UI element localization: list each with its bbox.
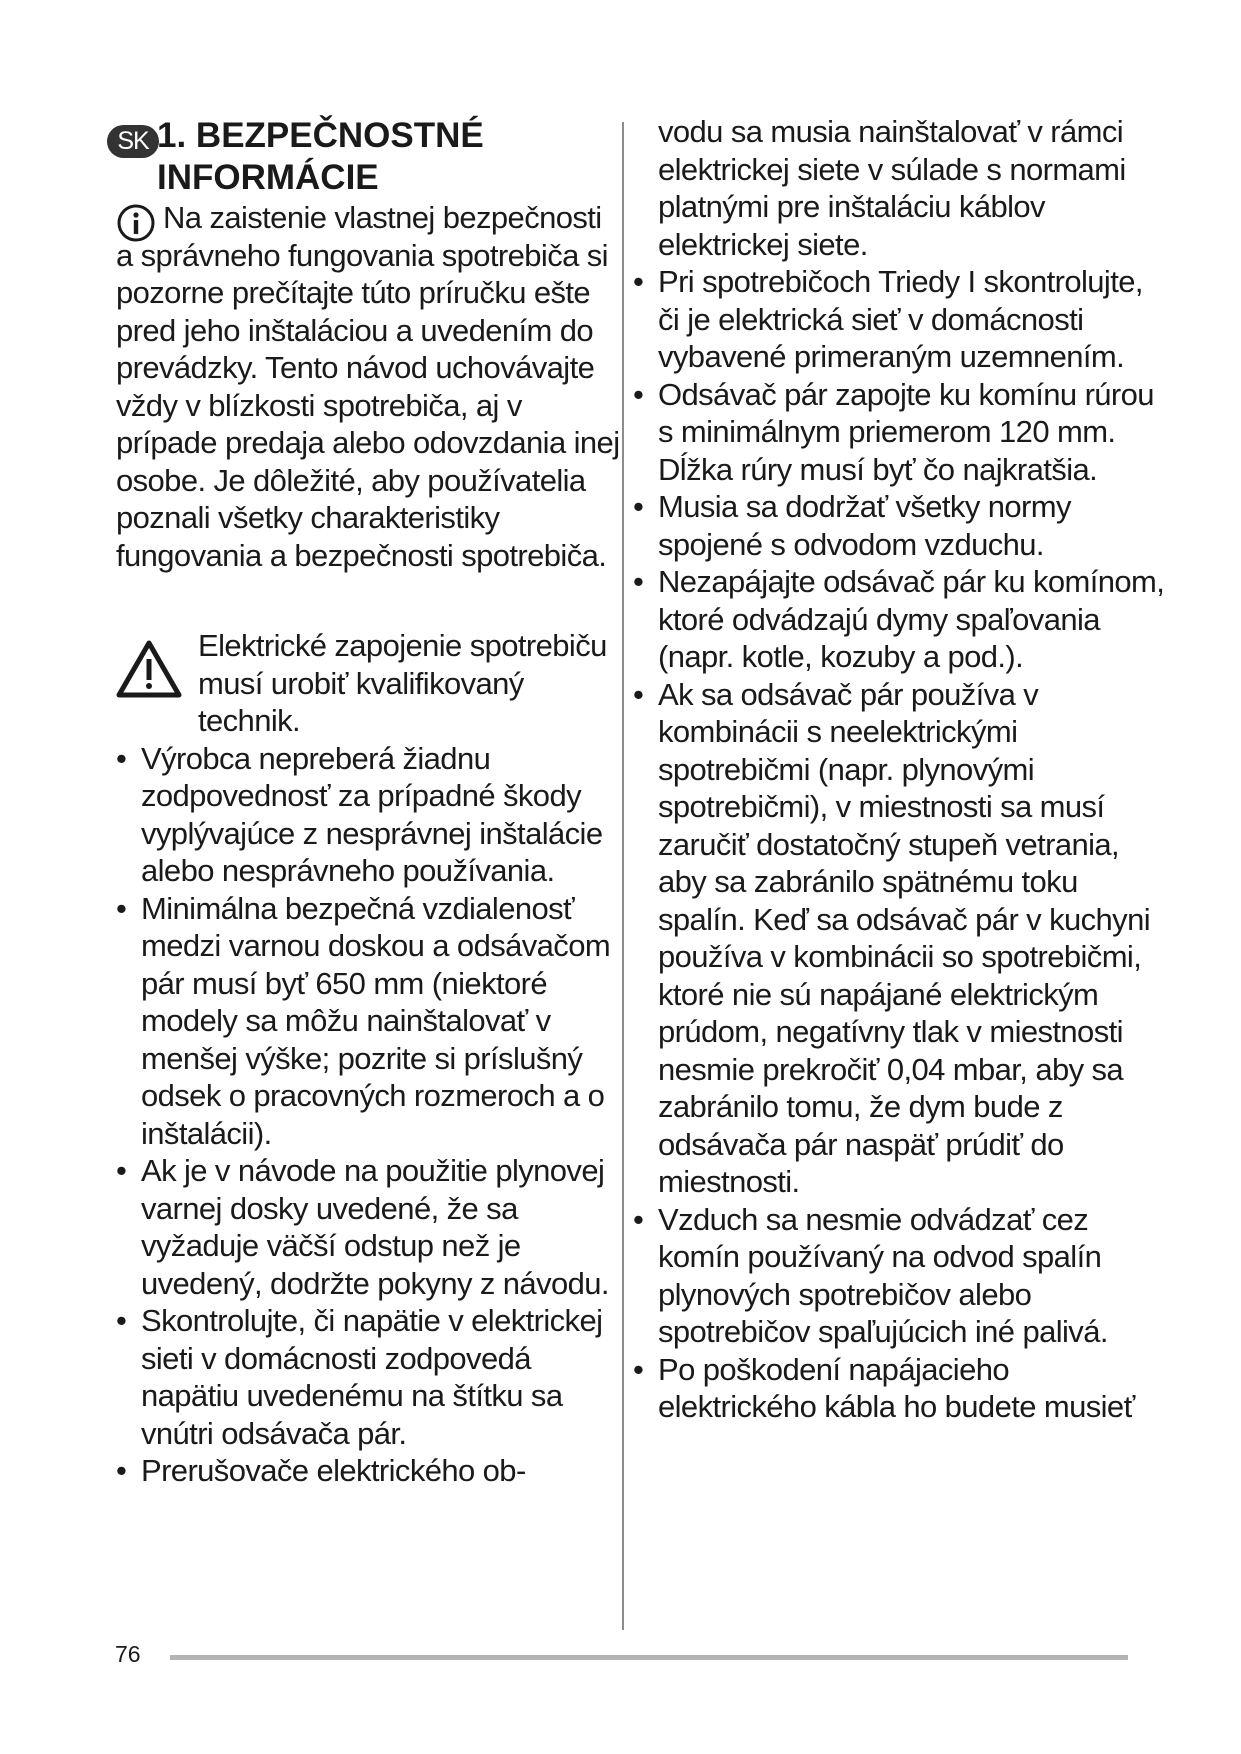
intro-block [116, 199, 621, 574]
section-title: 1. BEZPEČNOSTNÉ INFORMÁCIE [157, 116, 484, 197]
list-item: • Po poškodení napájacieho elektrického kábla ho budete musieť [633, 1351, 1168, 1426]
column-divider [622, 122, 624, 1630]
intro-text: Na zaistenie vlastnej bezpečnosti a správneho fungovania spotrebiča si pozorne prečítajte túto príručku ešte pred jeho inštaláciou a uvedením do prevádzky. Tento návod uchovávajte vždy v blízkosti spotrebiča, aj v prípade predaja alebo odovzdania inej osobe. Je dôležité, aby používatelia poznali všetky charakteristiky fungovania a bezpečnosti spotrebiča. [116, 200, 620, 573]
list-item: • Musia sa dodržať všetky normy spojené s odvodom vzduchu. [633, 488, 1168, 563]
list-item: • Ak je v návode na použitie plynovej varnej dosky uvedené, že sa vyžaduje väčší odstup než je uvedený, dodržte pokyny z návodu. [116, 1152, 621, 1302]
list-item: • Ak sa odsávač pár používa v kombinácii s neelektrickými spotrebičmi (napr. plynovými spotrebičmi), v miestnosti sa musí zaručiť dostatočný stupeň vetrania, aby sa zabránilo spätnému toku spalín. Keď sa odsávač pár v kuchyni používa v kombinácii so spotrebičmi, ktoré nie sú napájané elektrickým prúdom, negatívny tlak v miestnosti nesmie prekročiť 0,04 mbar, aby sa zabránilo tomu, že dym bude z odsávača pár naspäť prúdiť do miestnosti. [633, 676, 1168, 1201]
list-item: • Výrobca nepreberá žiadnu zodpovednosť za prípadné škody vyplývajúce z nesprávnej inštalácie alebo nesprávneho používania. [116, 740, 621, 890]
list-item: • Odsávač pár zapojte ku komínu rúrou s minimálnym priemerom 120 mm. Dĺžka rúry musí byť čo najkratšia. [633, 376, 1168, 489]
footer-rule [170, 1655, 1128, 1660]
list-item: • Minimálna bezpečná vzdialenosť medzi varnou doskou a odsávačom pár musí byť 650 mm (niektoré modely sa môžu nainštalovať v menšej výške; pozrite si príslušný odsek o pracovných rozmeroch a o inštalácii). [116, 890, 621, 1153]
list-item: • Pri spotrebičoch Triedy I skontrolujte, či je elektrická sieť v domácnosti vybavené primeraným uzemnením. [633, 263, 1168, 376]
list-item: • Nezapájajte odsávač pár ku komínom, ktoré odvádzajú dymy spaľovania (napr. kotle, kozuby a pod.). [633, 563, 1168, 676]
list-item: • Vzduch sa nesmie odvádzať cez komín používaný na odvod spalín plynových spotrebičov alebo spotrebičov spaľujúcich iné palivá. [633, 1201, 1168, 1351]
warning-block [116, 627, 621, 740]
info-icon [116, 203, 156, 243]
warning-text: Elektrické zapojenie spotrebiču musí urobiť kvalifikovaný technik. [198, 628, 607, 738]
warning-triangle-icon [116, 639, 182, 699]
language-badge: SK [107, 125, 159, 158]
page-number: 76 [115, 1641, 141, 1667]
list-item: • Prerušovače elektrického ob- [116, 1452, 621, 1490]
right-column [633, 113, 1168, 1426]
continued-text: vodu sa musia nainštalovať v rámci elektrickej siete v súlade s normami platnými pre inštaláciu káblov elektrickej siete. [658, 114, 1126, 262]
left-bullet-list [116, 740, 621, 1490]
page-footer [0, 1625, 1241, 1685]
left-column [116, 113, 621, 1490]
right-bullet-list [633, 263, 1168, 1426]
list-item: • Skontrolujte, či napätie v elektrickej sieti v domácnosti zodpovedá napätiu uvedenému na štítku sa vnútri odsávača pár. [116, 1302, 621, 1452]
section-header [116, 113, 621, 199]
